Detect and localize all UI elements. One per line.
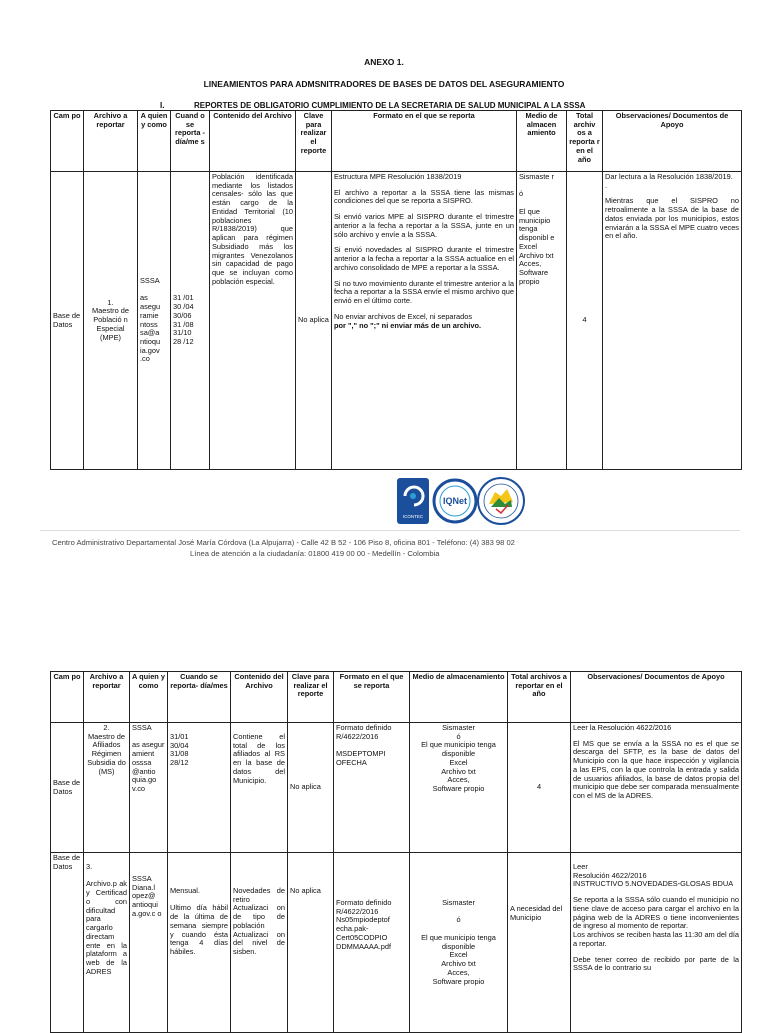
iqnet-logo — [434, 480, 476, 522]
cell-total: 4 — [508, 723, 571, 853]
header-cuando: Cuando se reporta- día/mes — [168, 672, 231, 723]
cell-quien: SSSA Diana.l opez@ antioqui a.gov.c o — [130, 853, 168, 1033]
observacion-paragraph: Debe tener correo de recibido por parte de la SSSA de lo contrario su — [573, 954, 739, 973]
cell-contenido: Contiene el total de los afiliados al RS en la base de datos del Municipio. — [231, 723, 288, 853]
reports-table-2 — [50, 671, 742, 1033]
cell-cuando: 31 /01 30 /04 30/06 31 /08 31/10 28 /12 — [171, 172, 210, 470]
cell-medio: Sismaste r ó El que municipio tenga disponibl e Excel Archivo txt Acces, Software propio — [517, 172, 567, 470]
cell-cuando: Mensual. Ultimo día hábil de la última de semana siempre y cuando ésta tenga 4 días hábiles. — [168, 853, 231, 1033]
table-row — [51, 853, 742, 1033]
section-number: I. — [160, 101, 165, 110]
formato-paragraph: Si envió varios MPE al SISPRO durante el trimestre anterior a la fecha a reportar a la SSSA, junte en un sólo archivo y envíe a la SSSA. — [334, 212, 514, 239]
header-campo: Cam po — [51, 111, 84, 172]
cell-total: 4 — [567, 172, 603, 470]
table-1-header-row — [51, 111, 742, 172]
cell-campo: Base de Datos — [51, 853, 84, 1033]
formato-paragraph: No enviar archivos de Excel, ni separados — [334, 311, 473, 321]
cell-observaciones — [603, 172, 742, 470]
cell-formato — [332, 172, 517, 470]
footer-divider — [40, 530, 740, 531]
header-contenido: Contenido del Archivo — [210, 111, 296, 172]
reports-table-1 — [50, 110, 742, 470]
header-observaciones: Observaciones/ Documentos de Apoyo — [603, 111, 742, 172]
header-observaciones: Observaciones/ Documentos de Apoyo — [571, 672, 742, 723]
header-medio: Medio de almacen amiento — [517, 111, 567, 172]
header-quien: A quien y como — [138, 111, 171, 172]
formato-paragraph: Si envió novedades al SISPRO durante el trimestre anterior a la fecha a reportar a la SSSA actualice en el archivo consolidado de MPE a reportar a la SSSA. — [334, 245, 514, 272]
footer-contact-line: Línea de atención a la ciudadanía: 01800 419 00 00 - Medellín - Colombia — [190, 549, 440, 558]
cell-formato: Formato definido R/4622/2016 MSDEPTOMPI OFECHA — [334, 723, 410, 853]
header-clave: Clave para realizar el reporte — [288, 672, 334, 723]
cell-quien: SSSA as asegu ramie ntoss sa@a ntioqu ia.gov .co — [138, 172, 171, 470]
cell-formato: Formato definido R/4622/2016 Ns05mpiodeptof echa.pak- Cert05CODPIO DDMMAAAA.pdf — [334, 853, 410, 1033]
cell-observaciones — [571, 723, 742, 853]
government-seal-logo — [478, 478, 524, 524]
section-title: REPORTES DE OBLIGATORIO CUMPLIMIENTO DE LA SECRETARIA DE SALUD MUNICIPAL A LA SSSA — [194, 101, 586, 110]
header-quien: A quien y como — [130, 672, 168, 723]
certification-logos — [395, 474, 555, 529]
cell-contenido: Novedades de retiro Actualizaci on de tipo de población Actualizaci on del nivel de sisben. — [231, 853, 288, 1033]
header-archivo: Archivo a reportar — [84, 672, 130, 723]
header-campo: Cam po — [51, 672, 84, 723]
formato-paragraph: El archivo a reportar a la SSSA tiene las mismas condiciones del que se reporta a SISPRO. — [334, 187, 514, 206]
cell-quien: SSSA as asegur amient osssa @antio quia.go v.co — [130, 723, 168, 853]
cell-contenido: Población identificada mediante los listados censales- sólo las que están cargo de la Entidad Territorial (10 poblaciones R/1838/2019) que aplican para régimen Subsidiado más los migrantes Venezolanos sin capacidad de pago que se incluyan como población especial. — [210, 172, 296, 470]
table-row — [51, 723, 742, 853]
observacion-paragraph: Mientras que el SISPRO no retroalimente a la SSSA de la base de datos enviada por los municipios, estos enviarán a la SSSA el MPE cuatro veces en el año. — [605, 196, 739, 241]
icontec-logo — [397, 478, 429, 524]
header-formato: Formato en el que se reporta — [332, 111, 517, 172]
annex-title: ANEXO 1. — [364, 57, 404, 67]
observacion-paragraph: Leer la Resolución 4622/2016 — [573, 723, 672, 732]
cell-cuando: 31/01 30/04 31/08 28/12 — [168, 723, 231, 853]
formato-paragraph: Si no tuvo movimiento durante el trimestre anterior a la fecha a reportar a la SSSA envíe el mismo archivo que envió en el último corte. — [334, 278, 514, 306]
footer-address: Centro Administrativo Departamental José María Córdova (La Alpujarra) - Calle 42 B 52 - 106 Piso 8, oficina 801 - Teléfono: (4) 383 98 02 — [52, 538, 515, 547]
cell-clave: No aplica — [288, 723, 334, 853]
cell-clave: No aplica — [296, 172, 332, 470]
cell-total: A necesidad del Municipio — [508, 853, 571, 1033]
formato-emphasis: por "," no ";" ni enviar más de un archivo. — [334, 320, 482, 330]
observacion-paragraph: Dar lectura a la Resolución 1838/2019. — [605, 172, 733, 181]
cell-campo: Base de Datos — [51, 723, 84, 853]
header-cuando: Cuand o se reporta - día/me s — [171, 111, 210, 172]
observacion-paragraph: Leer Resolución 4622/2016 INSTRUCTIVO 5.NOVEDADES-GLOSAS BDUA — [573, 862, 734, 889]
icontec-label: ICONTEC — [402, 514, 424, 519]
cell-clave: No aplica — [288, 853, 334, 1033]
header-total: Total archivos a reportar en el año — [508, 672, 571, 723]
cell-archivo: 1. Maestro de Població n Especial (MPE) — [84, 172, 138, 470]
formato-paragraph: Estructura MPE Resolución 1838/2019 — [334, 172, 462, 181]
table-2-header-row — [51, 672, 742, 723]
cell-archivo: 2. Maestro de Afiliados Régimen Subsidia do (MS) — [84, 723, 130, 853]
header-archivo: Archivo a reportar — [84, 111, 138, 172]
cell-medio: Sismaster ó El que municipio tenga disponible Excel Archivo txt Acces, Software propio — [410, 853, 508, 1033]
table-row — [51, 172, 742, 470]
header-contenido: Contenido del Archivo — [231, 672, 288, 723]
cell-campo: Base de Datos — [51, 172, 84, 470]
cell-observaciones — [571, 853, 742, 1033]
cell-archivo: 3. Archivo.p ak y Certificad o con dificultad para cargarlo directam ente en la plataform a web de la ADRES — [84, 853, 130, 1033]
header-formato: Formato en el que se reporta — [334, 672, 410, 723]
document-title: LINEAMIENTOS PARA ADMSNITRADORES DE BASES DE DATOS DEL ASEGURAMIENTO — [203, 79, 565, 89]
header-medio: Medio de almacenamiento — [410, 672, 508, 723]
cell-medio: Sismaster ó El que municipio tenga disponible Excel Archivo txt Acces, Software propio — [410, 723, 508, 853]
iqnet-label: IQNet — [442, 496, 468, 506]
observacion-paragraph: El MS que se envía a la SSSA no es el que se descarga del SFTP, es la base de datos del Municipio con la que hace inspección y vigilancia a las EPS, con la que controla la entrada y salida de usuarios afiliados, la base de datos propia del municipio que debe ser comparada mensualmente con el MS de la ADRES. — [573, 738, 739, 801]
header-total: Total archiv os a reporta r en el año — [567, 111, 603, 172]
observacion-paragraph: . — [605, 180, 608, 190]
header-clave: Clave para realizar el reporte — [296, 111, 332, 172]
observacion-paragraph: Se reporta a la SSSA sólo cuando el municipio no tiene clave de acceso para cargar el archivo en la página web de la ADRES o tiene inconvenientes de ingreso al momento de reportar. Los archivos se reciben hasta las 11:30 am del día a reportar. — [573, 895, 739, 948]
